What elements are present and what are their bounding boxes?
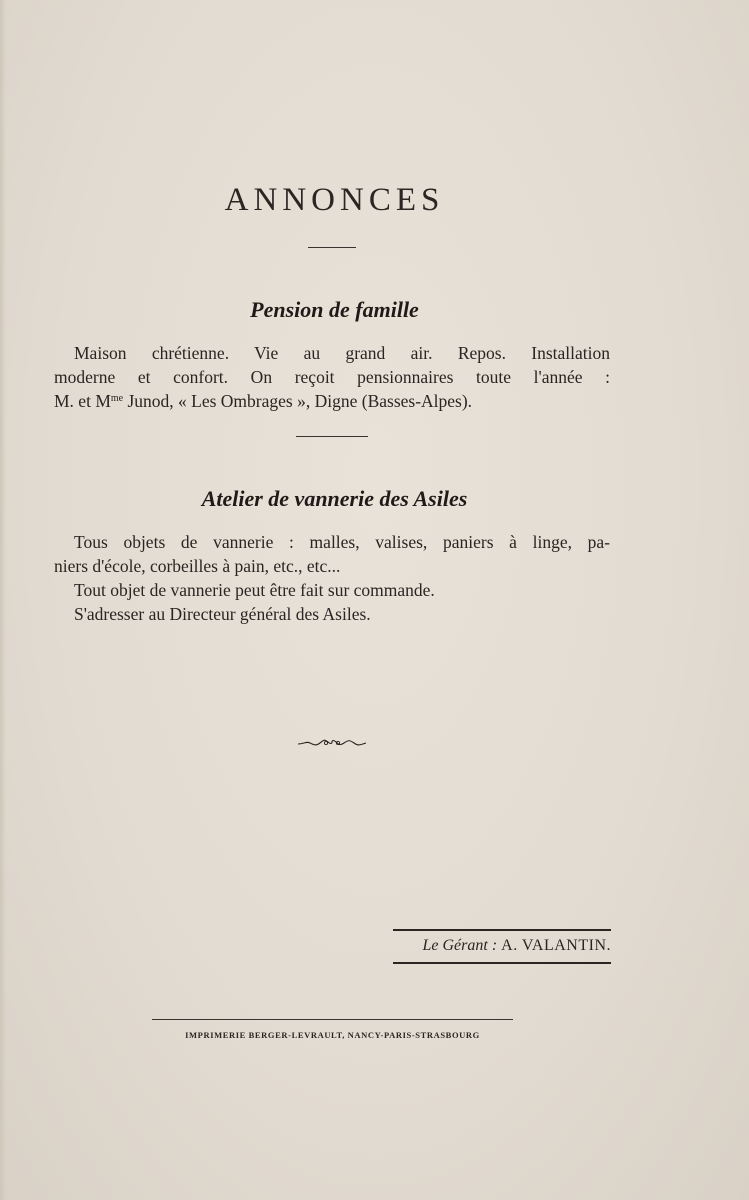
- printer-divider: [152, 1019, 513, 1020]
- paragraph-line: Tout objet de vannerie peut être fait sur commande.: [74, 580, 435, 600]
- page-title: ANNONCES: [224, 182, 445, 218]
- text-fragment: Junod, « Les Ombrages », Digne (Basses-Alpes).: [123, 391, 473, 411]
- section-heading-pension: Pension de famille: [250, 297, 419, 322]
- paragraph-line: S'adresser au Directeur général des Asiles.: [74, 604, 371, 624]
- signature-name: A. VALANTIN.: [501, 937, 611, 954]
- ornament-flourish-icon: [296, 736, 368, 750]
- paragraph-line: [54, 389, 610, 413]
- paragraph-line: moderne et confort. On reçoit pensionnaires toute l'année :: [54, 367, 610, 387]
- signature-label: Le Gérant :: [422, 937, 498, 954]
- paragraph-line: niers d'école, corbeilles à pain, etc., etc...: [54, 556, 341, 576]
- page-edge-shadow: [0, 0, 6, 1200]
- superscript: me: [110, 393, 124, 404]
- text-fragment: M. et M: [54, 391, 111, 411]
- section-body-atelier: [54, 530, 610, 626]
- section-body-pension: [54, 341, 610, 413]
- signature-rule-top: [393, 929, 611, 931]
- signature-rule-bottom: [393, 962, 611, 964]
- title-divider: [308, 247, 356, 248]
- signature-line: [393, 935, 611, 957]
- section-heading-atelier: Atelier de vannerie des Asiles: [201, 486, 468, 511]
- section-divider: [296, 436, 368, 437]
- paragraph-line: Tous objets de vannerie : malles, valises, paniers à linge, pa-: [74, 532, 610, 552]
- paragraph-line: Maison chrétienne. Vie au grand air. Repos. Installation: [74, 343, 610, 363]
- printer-imprint: IMPRIMERIE BERGER-LEVRAULT, NANCY-PARIS-STRASBOURG: [185, 1030, 480, 1040]
